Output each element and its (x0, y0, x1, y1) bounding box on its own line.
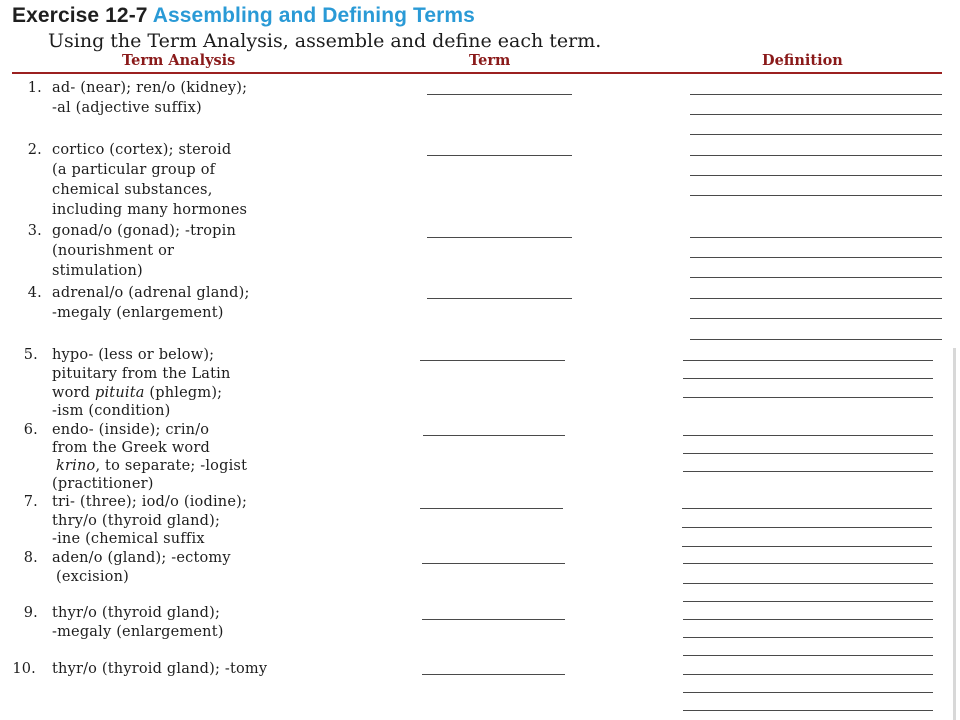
item-number: 3. (27, 223, 42, 239)
definition-answer-blank[interactable] (682, 527, 932, 528)
header-term: Term (469, 52, 511, 69)
term-analysis-line: from the Greek word (52, 440, 210, 456)
definition-answer-blank[interactable] (683, 583, 933, 584)
item-number: 4. (27, 285, 42, 301)
term-analysis-line: gonad/o (gonad); -tropin (52, 223, 237, 239)
item-number: 6. (23, 422, 38, 438)
definition-answer-blank[interactable] (683, 563, 933, 564)
term-analysis-line: (a particular group of (52, 162, 216, 178)
exercise-number: Exercise 12-7 (12, 4, 148, 27)
definition-answer-blank[interactable] (682, 546, 932, 547)
term-analysis-line: cortico (cortex); steroid (52, 142, 232, 158)
definition-answer-blank[interactable] (690, 277, 942, 278)
term-analysis-line: thyr/o (thyroid gland); -tomy (52, 661, 268, 677)
scroll-edge (953, 348, 956, 720)
term-analysis-line: endo- (inside); crin/o (52, 422, 210, 438)
term-answer-blank[interactable] (422, 674, 565, 675)
definition-answer-blank[interactable] (683, 692, 933, 693)
term-answer-blank[interactable] (420, 360, 565, 361)
item-number: 5. (23, 347, 38, 363)
header-term-analysis: Term Analysis (122, 52, 236, 69)
item-number: 9. (23, 605, 38, 621)
term-analysis-line: (practitioner) (52, 476, 154, 492)
term-analysis-line: (nourishment or (52, 243, 175, 259)
term-answer-blank[interactable] (427, 237, 572, 238)
definition-answer-blank[interactable] (683, 435, 933, 436)
definition-answer-blank[interactable] (690, 134, 942, 135)
term-analysis-line: -ine (chemical suffix (52, 531, 205, 547)
definition-answer-blank[interactable] (683, 601, 933, 602)
term-analysis-line: pituitary from the Latin (52, 366, 231, 382)
term-answer-blank[interactable] (423, 435, 565, 436)
definition-answer-blank[interactable] (690, 94, 942, 95)
term-analysis-line: thry/o (thyroid gland); (52, 513, 221, 529)
definition-answer-blank[interactable] (683, 710, 933, 711)
term-analysis-line: tri- (three); iod/o (iodine); (52, 494, 248, 510)
term-analysis-line: stimulation) (52, 263, 143, 279)
term-answer-blank[interactable] (422, 563, 565, 564)
term-analysis-line: aden/o (gland); -ectomy (52, 550, 231, 566)
header-rule (12, 72, 942, 74)
term-analysis-line: krino, to separate; -logist (56, 458, 248, 474)
exercise-name: Assembling and Defining Terms (152, 4, 475, 27)
definition-answer-blank[interactable] (690, 175, 942, 176)
exercise-title (12, 4, 475, 28)
term-analysis-line: word pituita (phlegm); (52, 385, 223, 401)
term-analysis-line: -megaly (enlargement) (52, 624, 224, 640)
definition-answer-blank[interactable] (690, 195, 942, 196)
term-analysis-line: (excision) (56, 569, 129, 585)
term-answer-blank[interactable] (422, 619, 565, 620)
exercise-instruction: Using the Term Analysis, assemble and define each term. (48, 30, 602, 52)
term-answer-blank[interactable] (427, 94, 572, 95)
definition-answer-blank[interactable] (690, 155, 942, 156)
item-number: 8. (23, 550, 38, 566)
term-analysis-line: adrenal/o (adrenal gland); (52, 285, 250, 301)
term-analysis-line: chemical substances, (52, 182, 213, 198)
term-analysis-line: hypo- (less or below); (52, 347, 215, 363)
definition-answer-blank[interactable] (682, 508, 932, 509)
definition-answer-blank[interactable] (683, 674, 933, 675)
definition-answer-blank[interactable] (683, 471, 933, 472)
term-answer-blank[interactable] (427, 155, 572, 156)
definition-answer-blank[interactable] (690, 237, 942, 238)
term-answer-blank[interactable] (427, 298, 572, 299)
definition-answer-blank[interactable] (683, 397, 933, 398)
term-analysis-line: -al (adjective suffix) (52, 100, 202, 116)
definition-answer-blank[interactable] (683, 637, 933, 638)
term-analysis-line: thyr/o (thyroid gland); (52, 605, 221, 621)
definition-answer-blank[interactable] (690, 298, 942, 299)
term-analysis-line: including many hormones (52, 202, 248, 218)
definition-answer-blank[interactable] (690, 318, 942, 319)
definition-answer-blank[interactable] (683, 453, 933, 454)
item-number: 7. (23, 494, 38, 510)
term-analysis-line: -megaly (enlargement) (52, 305, 224, 321)
term-answer-blank[interactable] (420, 508, 563, 509)
table-header (0, 52, 960, 72)
item-number: 10. (12, 661, 36, 677)
item-number: 1. (27, 80, 42, 96)
definition-answer-blank[interactable] (690, 257, 942, 258)
header-definition: Definition (762, 52, 843, 69)
definition-answer-blank[interactable] (683, 619, 933, 620)
definition-answer-blank[interactable] (683, 360, 933, 361)
definition-answer-blank[interactable] (690, 114, 942, 115)
definition-answer-blank[interactable] (683, 655, 933, 656)
definition-answer-blank[interactable] (683, 378, 933, 379)
term-analysis-line: -ism (condition) (52, 403, 171, 419)
item-number: 2. (27, 142, 42, 158)
definition-answer-blank[interactable] (690, 339, 942, 340)
term-analysis-line: ad- (near); ren/o (kidney); (52, 80, 248, 96)
